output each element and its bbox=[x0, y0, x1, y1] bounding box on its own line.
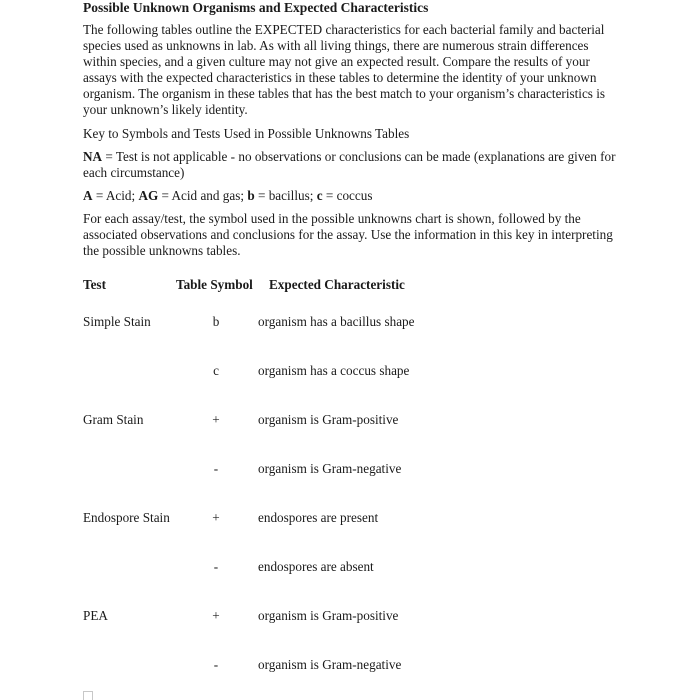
header-symbol: Table Symbol bbox=[176, 277, 253, 292]
key-instructions: For each assay/test, the symbol used in the possible unknowns chart is shown, followed by the associated observations and conclusions for the assay. Use the information in this key in interpreting the possible unknowns tables. bbox=[83, 211, 613, 258]
row-expected: organism is Gram-positive bbox=[258, 412, 399, 427]
symbol-a-text: = Acid; bbox=[92, 188, 139, 203]
row-symbol: c bbox=[213, 363, 219, 378]
key-heading: Key to Symbols and Tests Used in Possible Unknowns Tables bbox=[83, 126, 410, 141]
row-expected: endospores are present bbox=[258, 510, 379, 525]
row-symbol: b bbox=[212, 314, 220, 329]
row-expected: organism is Gram-positive bbox=[258, 608, 399, 623]
row-symbol: + bbox=[212, 510, 220, 525]
header-expected: Expected Characteristic bbox=[269, 277, 405, 292]
row-expected: endospores are absent bbox=[258, 559, 374, 574]
row-expected: organism is Gram-negative bbox=[258, 657, 402, 672]
row-test: Endospore Stain bbox=[83, 510, 170, 525]
header-test: Test bbox=[83, 277, 106, 292]
row-expected: organism is Gram-negative bbox=[258, 461, 402, 476]
row-symbol: + bbox=[212, 608, 220, 623]
symbol-c-text: = coccus bbox=[322, 188, 373, 203]
row-symbol: - bbox=[213, 657, 219, 672]
row-expected: organism has a coccus shape bbox=[258, 363, 410, 378]
intro-paragraph: The following tables outline the EXPECTED characteristics for each bacterial family and bacterial species used as unknowns in lab. As with all living things, there are numerous strain differences within species, and a given culture may not give an expected result. Compare the results of your assays with the expected characteristics in these tables to determine the identity of your unknown organism. The organism in these tables that has the best match to your organism’s characteristics is your unknown’s likely identity. bbox=[83, 22, 606, 117]
na-definition bbox=[83, 149, 623, 181]
row-test: Gram Stain bbox=[83, 412, 144, 427]
symbol-ag: AG bbox=[138, 188, 159, 203]
row-symbol: + bbox=[212, 412, 220, 427]
symbol-c: c bbox=[316, 188, 323, 203]
symbol-b-text: = bacillus; bbox=[254, 188, 317, 203]
row-symbol: - bbox=[213, 559, 219, 574]
symbol-a: A bbox=[83, 188, 93, 203]
na-text: = Test is not applicable - no observations or conclusions can be made (explanations are given for each circumstance) bbox=[83, 149, 616, 180]
row-symbol: - bbox=[213, 461, 219, 476]
page-title: Possible Unknown Organisms and Expected Characteristics bbox=[83, 0, 429, 15]
row-expected: organism has a bacillus shape bbox=[258, 314, 415, 329]
symbol-definitions bbox=[83, 188, 623, 204]
row-test: PEA bbox=[83, 608, 108, 623]
symbol-b: b bbox=[247, 188, 255, 203]
row-test: Simple Stain bbox=[83, 314, 151, 329]
symbol-ag-text: = Acid and gas; bbox=[158, 188, 248, 203]
na-symbol: NA bbox=[83, 149, 103, 164]
